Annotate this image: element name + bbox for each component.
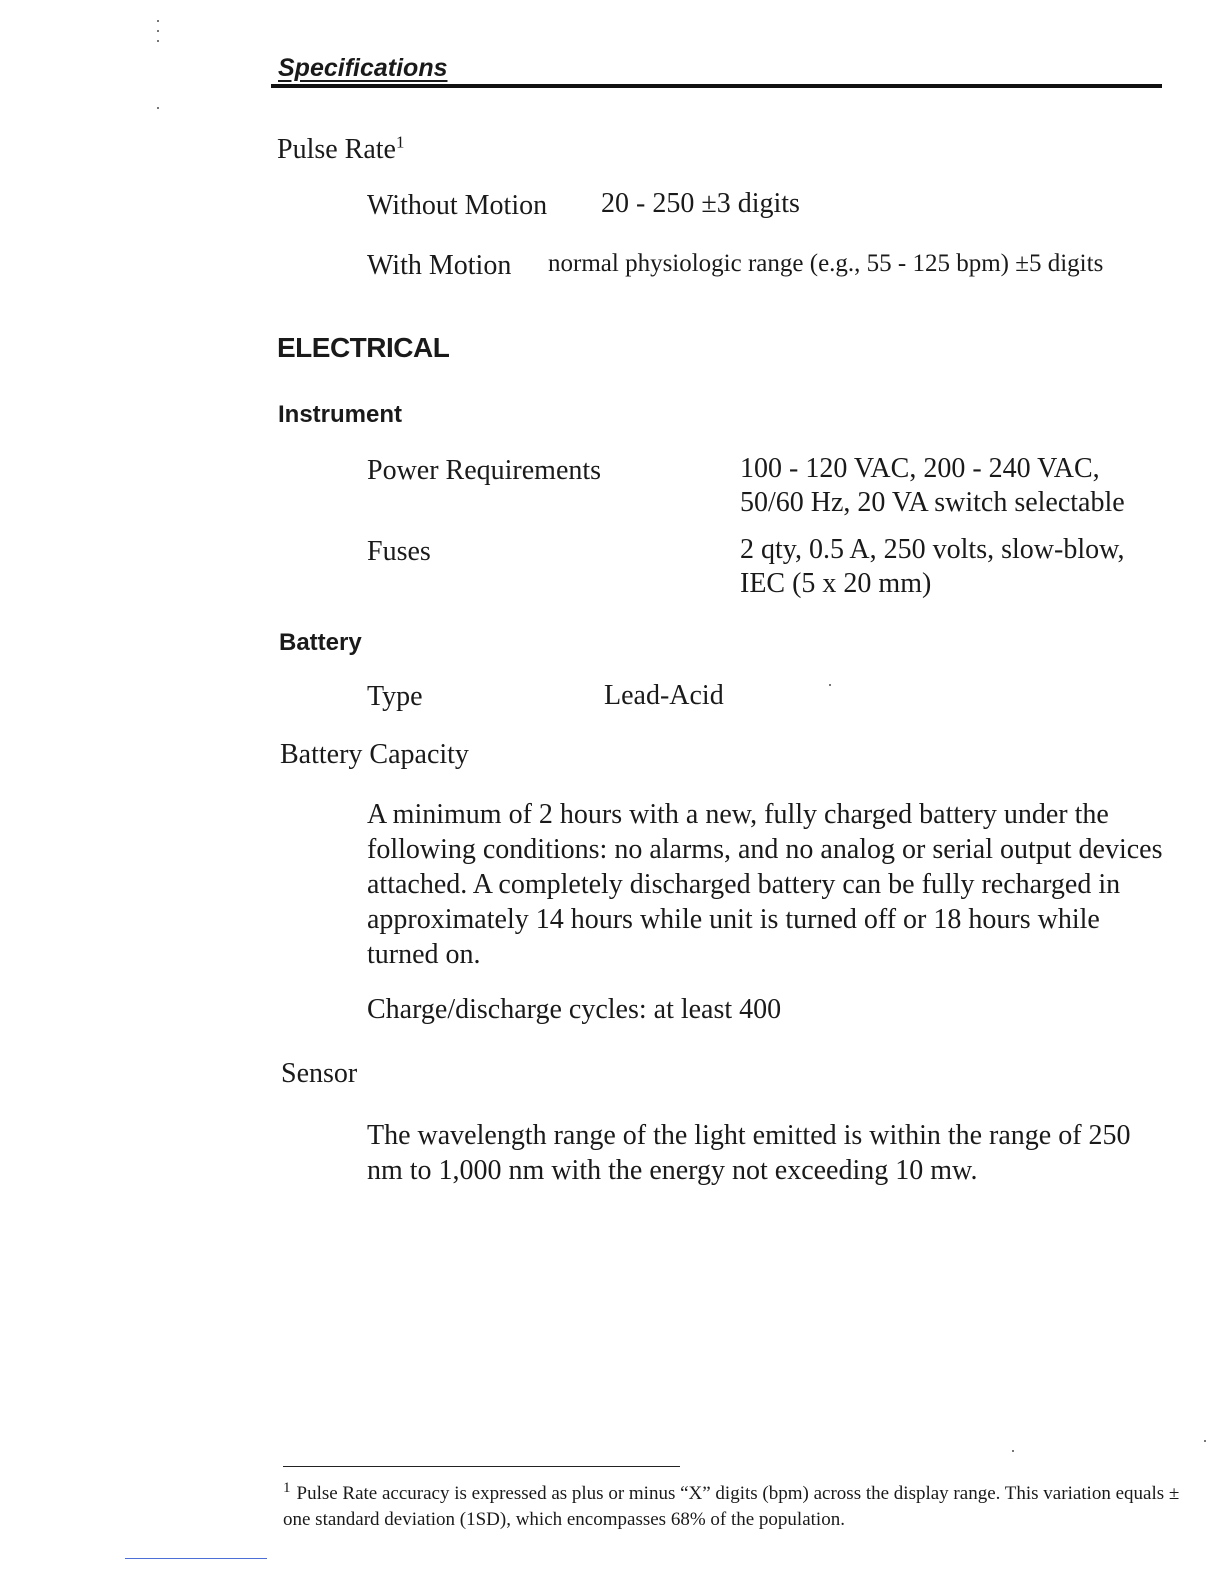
sensor-paragraph: The wavelength range of the light emitted is within the range of 250 nm to 1,000 nm with the energy not exceeding 10 mw. <box>367 1120 1131 1186</box>
electrical-heading: ELECTRICAL <box>277 332 450 363</box>
scan-speck <box>157 107 159 109</box>
scan-speck <box>1012 1450 1014 1452</box>
header-rule <box>271 84 1162 88</box>
battery-heading: Battery <box>279 629 362 656</box>
battery-type-value: Lead-Acid <box>604 680 724 711</box>
battery-capacity-heading: Battery Capacity <box>280 739 469 770</box>
charge-cycles: Charge/discharge cycles: at least 400 <box>367 994 782 1025</box>
scan-speck <box>829 684 831 686</box>
sensor-heading: Sensor <box>281 1058 358 1089</box>
power-requirements-value-line1: 100 - 120 VAC, 200 - 240 VAC, <box>740 453 1100 484</box>
scan-speck <box>157 40 159 42</box>
footnote-text: Pulse Rate accuracy is expressed as plus or minus “X” digits (bpm) across the display range. This variation equals ± one standard deviation (1SD), which encompasses 68% of the population. <box>283 1483 1180 1530</box>
instrument-heading: Instrument <box>278 401 403 428</box>
scan-speck <box>157 30 159 32</box>
battery-capacity-paragraph: A minimum of 2 hours with a new, fully charged battery under the following conditions: no alarms, and no analog or serial output devices attached. A completely discharged battery can be fully recharged in approximately 14 hours while unit is turned off or 18 hours while turned on. <box>367 799 1163 970</box>
battery-type-label: Type <box>367 681 423 712</box>
with-motion-label: With Motion <box>367 250 512 281</box>
footnote-mark: 1 <box>283 1479 291 1496</box>
fuses-value-line1: 2 qty, 0.5 A, 250 volts, slow-blow, <box>740 534 1125 565</box>
page-title: Specifications <box>278 54 448 82</box>
pulse-rate-heading-text: Pulse Rate <box>277 134 396 165</box>
power-requirements-value-line2: 50/60 Hz, 20 VA switch selectable <box>740 487 1125 518</box>
power-requirements-label: Power Requirements <box>367 455 602 486</box>
footnote-ref: 1 <box>396 132 405 152</box>
with-motion-value: normal physiologic range (e.g., 55 - 125 bpm) ±5 digits <box>548 250 1104 277</box>
bottom-edge-line <box>125 1558 267 1559</box>
pulse-rate-heading <box>277 134 405 166</box>
scan-speck <box>1204 1440 1206 1442</box>
without-motion-label: Without Motion <box>367 190 548 221</box>
footnote-rule <box>283 1466 680 1467</box>
fuses-value-line2: IEC (5 x 20 mm) <box>740 568 932 599</box>
footnote <box>283 1481 1183 1533</box>
scan-speck <box>157 20 159 22</box>
without-motion-value: 20 - 250 ±3 digits <box>601 188 800 219</box>
fuses-label: Fuses <box>367 536 431 567</box>
